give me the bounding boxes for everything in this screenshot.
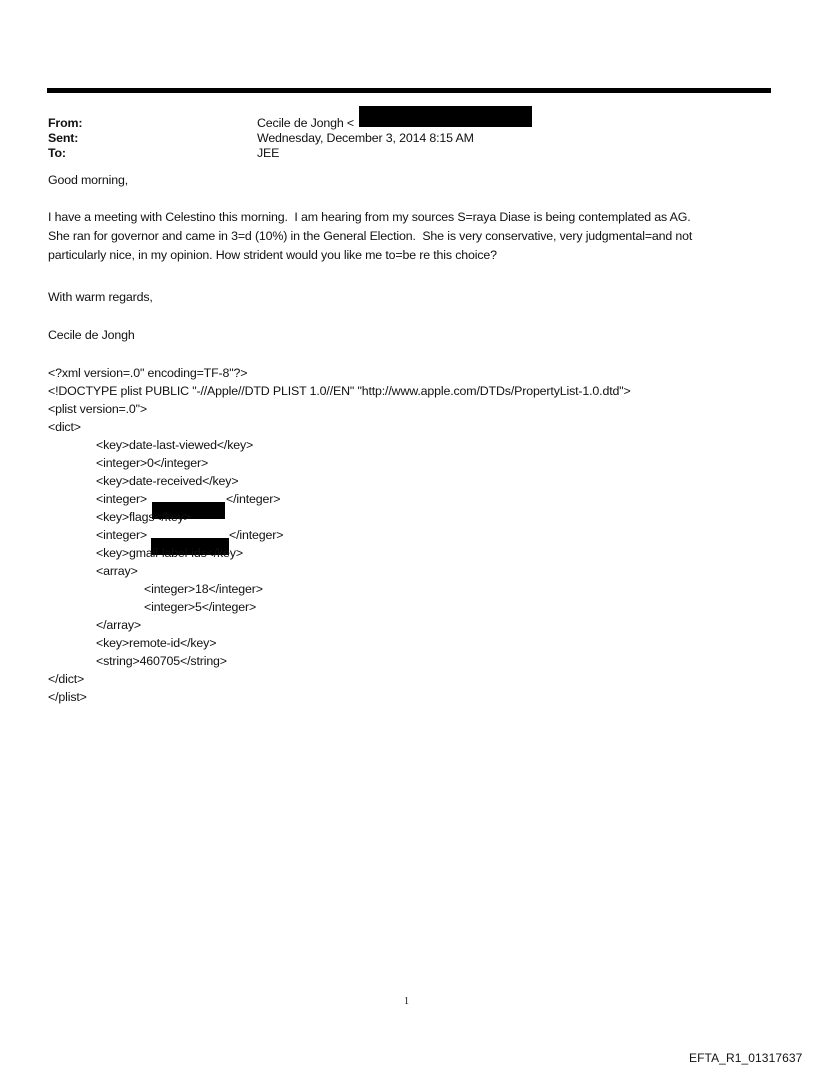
- sent-label: Sent:: [48, 131, 79, 145]
- page-number: 1: [404, 996, 409, 1007]
- xml-line: <key>flags</key>: [96, 510, 191, 524]
- closing: With warm regards,: [48, 290, 153, 304]
- paragraph-line: She ran for governor and came in 3=d (10%) in the General Election. She is very conservative, very judgmental=and not: [48, 229, 693, 243]
- xml-line: <?xml version=.0" encoding=TF-8"?>: [48, 366, 248, 380]
- xml-line: </plist>: [48, 690, 87, 704]
- document-id: EFTA_R1_01317637: [689, 1051, 803, 1065]
- to-label: To:: [48, 146, 66, 160]
- header-rule: [47, 88, 771, 93]
- xml-line: <integer>5</integer>: [144, 600, 257, 614]
- from-value: Cecile de Jongh <: [257, 116, 354, 130]
- paragraph-line: I have a meeting with Celestino this morning. I am hearing from my sources S=raya Diase is being contemplated as AG.: [48, 210, 691, 224]
- xml-line: <dict>: [48, 420, 81, 434]
- xml-line: <integer>: [96, 492, 148, 506]
- xml-line: </integer>: [229, 528, 284, 542]
- xml-line: </integer>: [226, 492, 281, 506]
- sent-value: Wednesday, December 3, 2014 8:15 AM: [257, 131, 474, 145]
- xml-line: <key>date-last-viewed</key>: [96, 438, 254, 452]
- xml-line: </dict>: [48, 672, 85, 686]
- xml-line: <integer>: [96, 528, 148, 542]
- xml-line: <key>gmail-label-ids</key>: [96, 546, 243, 560]
- xml-line: <key>date-received</key>: [96, 474, 239, 488]
- xml-line: <key>remote-id</key>: [96, 636, 217, 650]
- signature: Cecile de Jongh: [48, 328, 135, 342]
- to-value: JEE: [257, 146, 280, 160]
- xml-line: <plist version=.0">: [48, 402, 148, 416]
- xml-line: <array>: [96, 564, 138, 578]
- paragraph-line: particularly nice, in my opinion. How strident would you like me to=be re this choice?: [48, 248, 497, 262]
- from-label: From:: [48, 116, 83, 130]
- redaction-box: [359, 106, 532, 127]
- greeting: Good morning,: [48, 173, 129, 187]
- xml-line: <string>460705</string>: [96, 654, 227, 668]
- xml-line: <!DOCTYPE plist PUBLIC "-//Apple//DTD PLIST 1.0//EN" "http://www.apple.com/DTDs/PropertyList-1.0.dtd">: [48, 384, 631, 398]
- xml-line: <integer>0</integer>: [96, 456, 209, 470]
- xml-line: </array>: [96, 618, 141, 632]
- xml-line: <integer>18</integer>: [144, 582, 263, 596]
